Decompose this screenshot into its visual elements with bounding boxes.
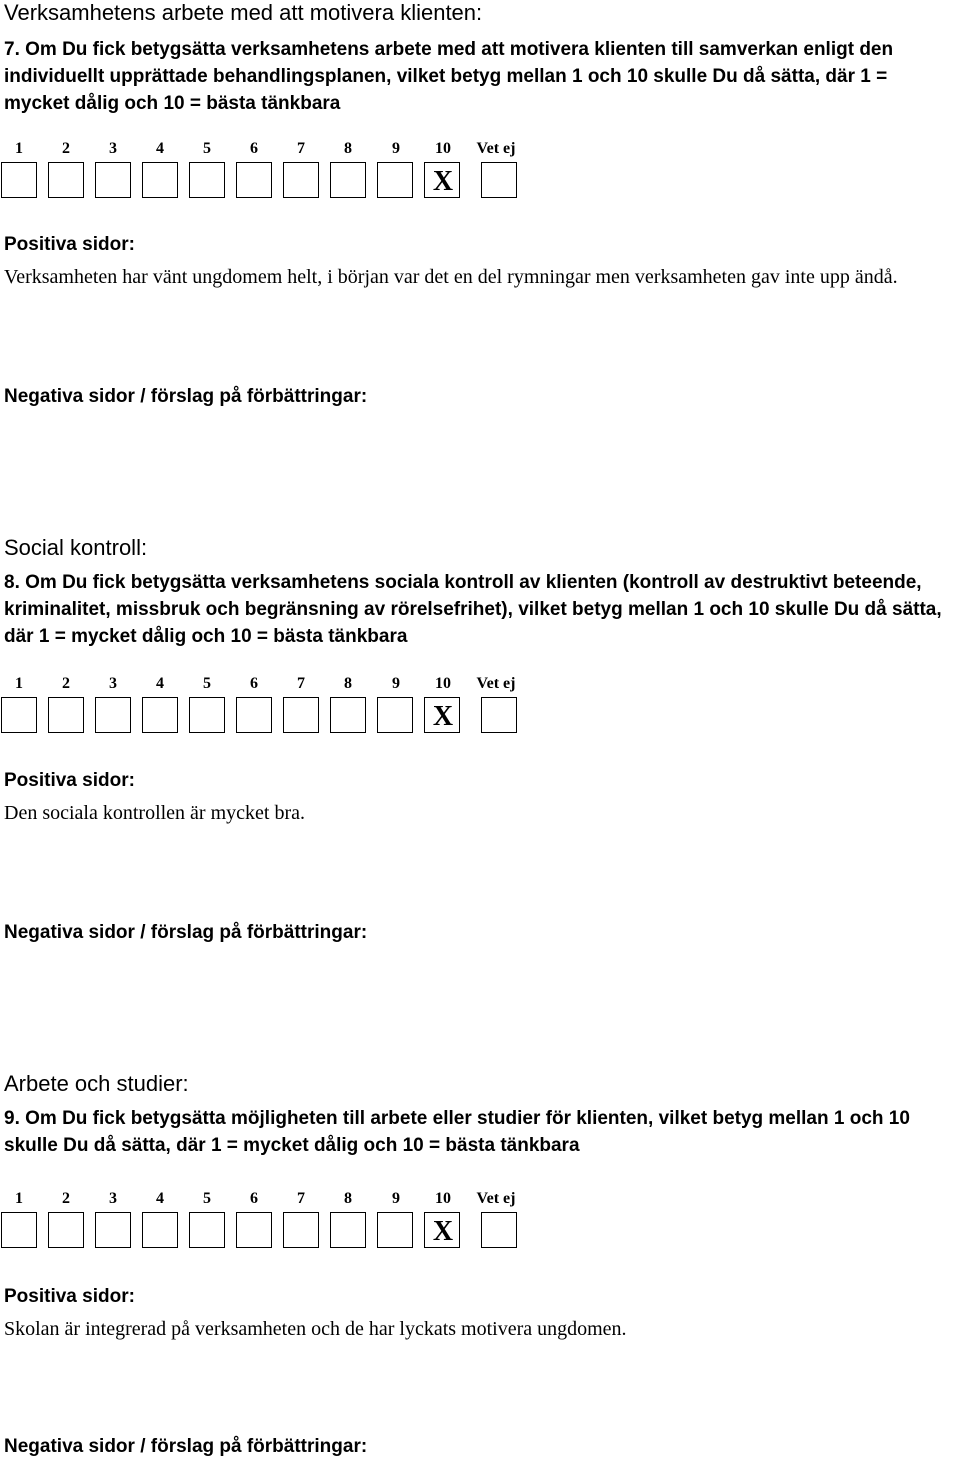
- scale-label-7: 7: [297, 140, 305, 157]
- rating-checkbox-1[interactable]: [1, 1212, 37, 1248]
- rating-checkbox-2[interactable]: [48, 1212, 84, 1248]
- rating-checkbox-10[interactable]: [424, 1212, 460, 1248]
- checkmark-x: X: [432, 1216, 454, 1247]
- rating-scale-q8: [0, 675, 540, 735]
- rating-checkbox-6[interactable]: [236, 162, 272, 198]
- scale-label-2: 2: [62, 1190, 70, 1207]
- negative-label-q8: Negativa sidor / förslag på förbättringar:: [4, 922, 368, 943]
- scale-label-8: 8: [344, 140, 352, 157]
- rating-checkbox-4[interactable]: [142, 162, 178, 198]
- rating-checkbox-6[interactable]: [236, 697, 272, 733]
- rating-checkbox-10[interactable]: [424, 697, 460, 733]
- rating-checkbox-5[interactable]: [189, 162, 225, 198]
- scale-label-6: 6: [250, 675, 258, 692]
- scale-label-4: 4: [156, 675, 164, 692]
- rating-scale-q7: [0, 140, 540, 200]
- rating-checkbox-3[interactable]: [95, 697, 131, 733]
- scale-label-4: 4: [156, 140, 164, 157]
- rating-checkbox-9[interactable]: [377, 697, 413, 733]
- rating-checkbox-6[interactable]: [236, 1212, 272, 1248]
- rating-checkbox-5[interactable]: [189, 697, 225, 733]
- scale-label-6: 6: [250, 140, 258, 157]
- rating-checkbox-7[interactable]: [283, 162, 319, 198]
- scale-label-3: 3: [109, 675, 117, 692]
- positive-answer-q9: Skolan är integrerad på verksamheten och de har lyckats motivera ungdomen.: [4, 1318, 627, 1340]
- rating-checkbox-9[interactable]: [377, 1212, 413, 1248]
- rating-checkbox-1[interactable]: [1, 697, 37, 733]
- rating-checkbox-7[interactable]: [283, 1212, 319, 1248]
- negative-label-q7: Negativa sidor / förslag på förbättringar:: [4, 386, 368, 407]
- rating-checkbox-3[interactable]: [95, 1212, 131, 1248]
- rating-checkbox-vet-ej[interactable]: [481, 1212, 517, 1248]
- positive-label-q8: Positiva sidor:: [4, 770, 135, 791]
- scale-label-1: 1: [15, 140, 23, 157]
- scale-label-4: 4: [156, 1190, 164, 1207]
- scale-label-5: 5: [203, 140, 211, 157]
- scale-label-5: 5: [203, 1190, 211, 1207]
- rating-checkbox-vet-ej[interactable]: [481, 162, 517, 198]
- rating-checkbox-2[interactable]: [48, 162, 84, 198]
- positive-label-q9: Positiva sidor:: [4, 1286, 135, 1307]
- scale-label-9: 9: [392, 675, 400, 692]
- rating-checkbox-4[interactable]: [142, 697, 178, 733]
- scale-label-6: 6: [250, 1190, 258, 1207]
- scale-label-9: 9: [392, 140, 400, 157]
- scale-label-7: 7: [297, 1190, 305, 1207]
- scale-label-2: 2: [62, 675, 70, 692]
- rating-checkbox-2[interactable]: [48, 697, 84, 733]
- scale-label-10: 10: [435, 140, 451, 157]
- rating-checkbox-5[interactable]: [189, 1212, 225, 1248]
- scale-label-3: 3: [109, 140, 117, 157]
- rating-checkbox-9[interactable]: [377, 162, 413, 198]
- positive-label-q7: Positiva sidor:: [4, 234, 135, 255]
- scale-label-1: 1: [15, 675, 23, 692]
- rating-checkbox-10[interactable]: [424, 162, 460, 198]
- rating-checkbox-8[interactable]: [330, 1212, 366, 1248]
- rating-checkbox-7[interactable]: [283, 697, 319, 733]
- rating-scale-q9: [0, 1190, 540, 1250]
- question-9: 9. Om Du fick betygsätta möjligheten till arbete eller studier för klienten, vilket betyg mellan 1 och 10 skulle Du då sätta, där 1 = mycket dålig och 10 = bästa tänkbara: [4, 1108, 910, 1156]
- scale-label-10: 10: [435, 675, 451, 692]
- rating-checkbox-1[interactable]: [1, 162, 37, 198]
- negative-label-q9: Negativa sidor / förslag på förbättringar:: [4, 1436, 368, 1457]
- scale-label-2: 2: [62, 140, 70, 157]
- checkmark-x: X: [432, 701, 454, 732]
- rating-checkbox-4[interactable]: [142, 1212, 178, 1248]
- positive-answer-q7: Verksamheten har vänt ungdomem helt, i början var det en del rymningar men verksamheten gav inte upp ändå.: [4, 266, 898, 288]
- scale-label-5: 5: [203, 675, 211, 692]
- scale-label-vet-ej: Vet ej: [476, 675, 516, 692]
- rating-checkbox-3[interactable]: [95, 162, 131, 198]
- scale-label-10: 10: [435, 1190, 451, 1207]
- scale-label-3: 3: [109, 1190, 117, 1207]
- scale-label-8: 8: [344, 1190, 352, 1207]
- scale-label-1: 1: [15, 1190, 23, 1207]
- positive-answer-q8: Den sociala kontrollen är mycket bra.: [4, 802, 305, 824]
- section-heading-work-studies: Arbete och studier:: [4, 1071, 189, 1096]
- scale-label-vet-ej: Vet ej: [476, 1190, 516, 1207]
- rating-checkbox-8[interactable]: [330, 162, 366, 198]
- scale-label-7: 7: [297, 675, 305, 692]
- rating-checkbox-8[interactable]: [330, 697, 366, 733]
- scale-label-8: 8: [344, 675, 352, 692]
- question-7: 7. Om Du fick betygsätta verksamhetens arbete med att motivera klienten till samverkan enligt den individuellt upprättade behandlingsplanen, vilket betyg mellan 1 och 10 skulle Du då sätta, där 1 = mycket dålig och 10 = bästa tänkbara: [4, 39, 894, 114]
- scale-label-9: 9: [392, 1190, 400, 1207]
- rating-checkbox-vet-ej[interactable]: [481, 697, 517, 733]
- section-heading-social-control: Social kontroll:: [4, 535, 148, 560]
- scale-label-vet-ej: Vet ej: [476, 140, 516, 157]
- checkmark-x: X: [432, 166, 454, 197]
- section-heading-motivation: Verksamhetens arbete med att motivera klienten:: [4, 0, 483, 25]
- question-8: 8. Om Du fick betygsätta verksamhetens sociala kontroll av klienten (kontroll av destruktivt beteende, kriminalitet, missbruk och begränsning av rörelsefrihet), vilket betyg mellan 1 och 10 skulle Du då sätta, där 1 = mycket dålig och 10 = bästa tänkbara: [4, 572, 942, 647]
